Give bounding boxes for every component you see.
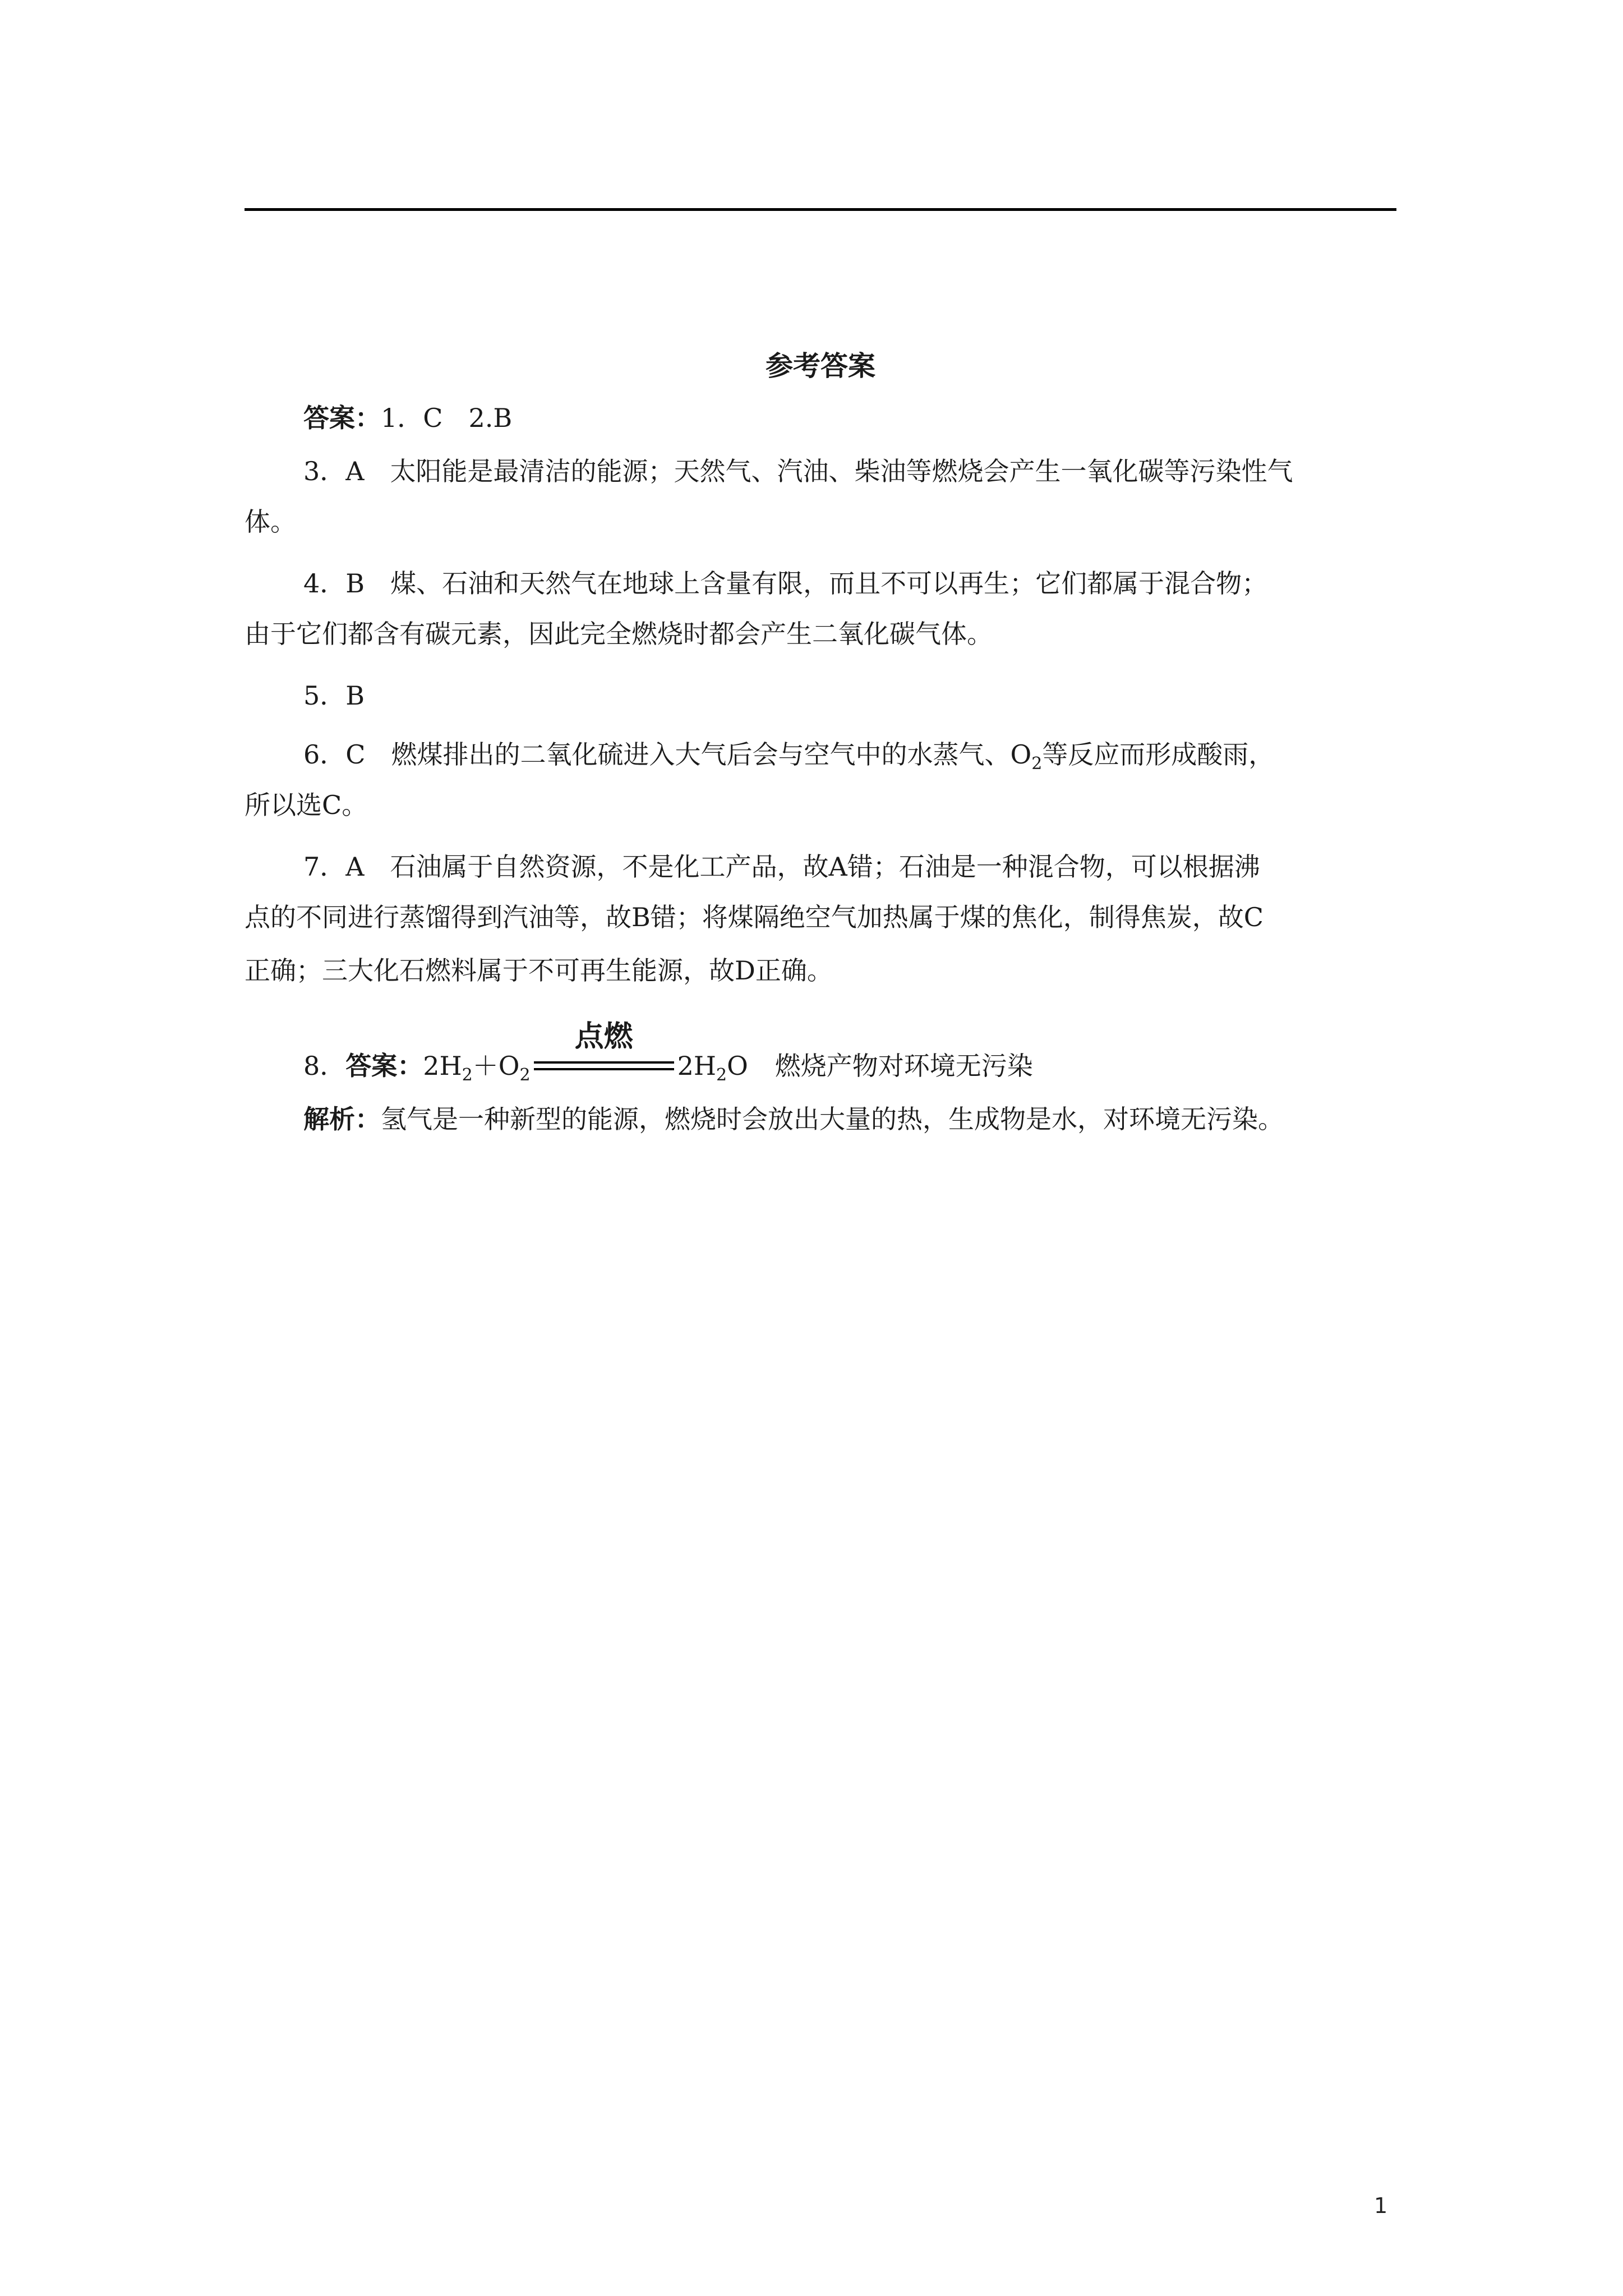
answer-6-text-b: 等反应而形成酸雨，	[1042, 739, 1275, 770]
equation-product-sub: 2	[716, 1065, 727, 1085]
reaction-arrow	[534, 1020, 674, 1085]
page-title: 参考答案	[765, 349, 875, 382]
answer-5: 5．B	[303, 680, 365, 711]
page-number: 1	[1374, 2193, 1388, 2218]
equation-reactant-b-sub: 2	[519, 1065, 531, 1085]
answer-8-prefix: 8．	[303, 1051, 346, 1081]
equals-bar-bottom	[534, 1068, 674, 1070]
answer-6-text-a: 6．C 燃煤排出的二氧化硫进入大气后会与空气中的水蒸气、O	[303, 739, 1032, 770]
header-rule	[245, 208, 1396, 211]
answer-3-line-2: 体。	[245, 507, 296, 537]
equation-reactant-a: 2H	[423, 1051, 462, 1081]
answer-7-line-2: 点的不同进行蒸馏得到汽油等，故B错；将煤隔绝空气加热属于煤的焦化，制得焦炭，故C	[245, 902, 1264, 932]
equation-plus-o: ＋O	[472, 1051, 520, 1081]
answer-6-line-2: 所以选C。	[245, 790, 368, 820]
answer-text: 1．C 2.B	[381, 403, 513, 433]
answer-8-label: 答案：	[345, 1051, 423, 1081]
answer-4-line-1: 4．B 煤、石油和天然气在地球上含量有限，而且不可以再生；它们都属于混合物；	[303, 568, 1268, 599]
answer-7-line-3: 正确；三大化石燃料属于不可再生能源，故D正确。	[245, 955, 833, 986]
answer-3-line-1: 3．A 太阳能是最清洁的能源；天然气、汽油、柴油等燃烧会产生一氧化碳等污染性气	[303, 456, 1293, 486]
analysis-text: 氢气是一种新型的能源，燃烧时会放出大量的热，生成物是水，对环境无污染。	[381, 1104, 1284, 1134]
answer-8-note: 燃烧产物对环境无污染	[774, 1051, 1033, 1081]
equation-product: 2H	[677, 1051, 716, 1081]
answer-label: 答案：	[303, 403, 381, 433]
equation-product-end: O	[727, 1051, 748, 1081]
reaction-condition: 点燃	[574, 1020, 633, 1053]
equals-bar-top	[534, 1061, 674, 1064]
answer-8-line	[303, 1020, 1033, 1098]
answer-7-line-1: 7．A 石油属于自然资源，不是化工产品，故A错；石油是一种混合物，可以根据沸	[303, 852, 1260, 882]
equation-reactant-a-sub: 2	[462, 1065, 473, 1085]
answer-6-subscript: 2	[1031, 754, 1043, 774]
answer-line-1-2	[303, 395, 512, 440]
answer-6-line-1	[303, 732, 1274, 786]
analysis-label: 解析：	[303, 1104, 381, 1134]
answer-4-line-2: 由于它们都含有碳元素，因此完全燃烧时都会产生二氧化碳气体。	[245, 619, 993, 649]
analysis-line	[303, 1097, 1284, 1142]
